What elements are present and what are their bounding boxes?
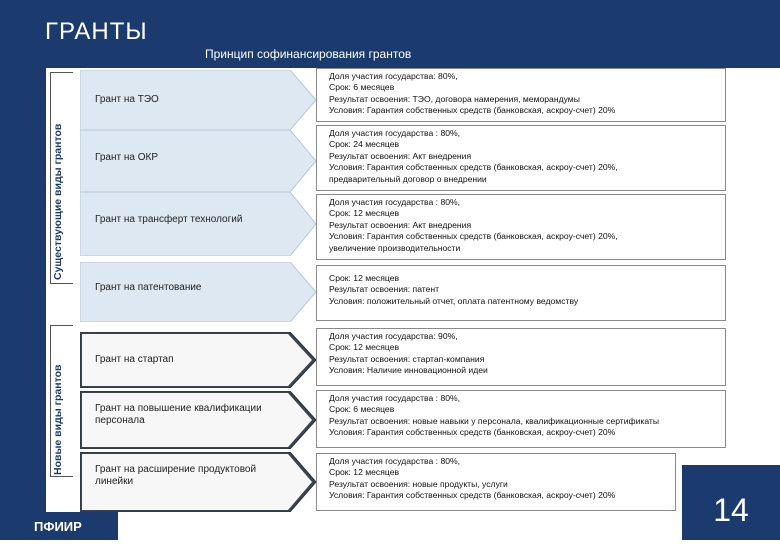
existing-group-label: Существующие виды грантов xyxy=(52,123,64,280)
grant-label: Грант на ТЭО xyxy=(95,94,159,105)
info-line: Доля участия государства : 80%, xyxy=(329,456,461,466)
info-line: Срок: 12 месяцев xyxy=(329,208,400,219)
grant-label: Грант на ОКР xyxy=(95,152,158,163)
grant-row-transfer[interactable] xyxy=(80,192,320,256)
page-number: 14 xyxy=(682,465,780,540)
info-line: Результат освоения: Акт внедрения xyxy=(329,219,472,230)
info-line: Результат освоения: новые продукты, услуги xyxy=(329,478,508,489)
info-line: предварительный договор о внедрении xyxy=(329,173,487,184)
info-line: Доля участия государства : 80%, xyxy=(329,393,461,403)
info-line: Срок: 24 месяцев xyxy=(329,139,400,150)
info-line: Доля участия государства: 90%, xyxy=(329,331,458,341)
grant-row-qualification[interactable] xyxy=(80,391,320,449)
grant-row-product-line[interactable] xyxy=(80,452,320,512)
grant-row-okr[interactable] xyxy=(80,130,320,192)
grant-info-teo xyxy=(316,68,726,122)
grant-info-startup xyxy=(316,328,726,386)
grant-info-okr xyxy=(316,125,726,191)
info-line: Срок: 6 месяцев xyxy=(329,82,395,93)
org-logo-text: ПФИИР xyxy=(0,512,118,540)
grant-row-teo[interactable] xyxy=(80,70,320,130)
grant-info-transfer xyxy=(316,194,726,260)
grant-label: Грант на патентование xyxy=(95,282,202,293)
info-line: Срок: 12 месяцев xyxy=(329,467,400,478)
info-line: Условия: Гарантия собственных средств (банковская, аскроу-счет) 20% xyxy=(329,490,616,501)
page-title: ГРАНТЫ xyxy=(45,18,148,45)
left-sidebar xyxy=(0,0,46,540)
grant-label: Грант на трансферт технологий xyxy=(95,214,243,225)
info-line: Срок: 6 месяцев xyxy=(329,404,395,415)
info-line: Условия: положительный отчет, оплата патентному ведомству xyxy=(329,295,579,306)
info-line: Доля участия государства: 80%, xyxy=(329,71,458,81)
info-line: Срок: 12 месяцев xyxy=(329,342,400,353)
grant-row-patent[interactable] xyxy=(80,262,320,322)
info-line: Результат освоения: патент xyxy=(329,284,440,295)
grant-label: Грант на расширение продуктовой линейки xyxy=(95,464,257,487)
info-line: Доля участия государства : 80%, xyxy=(329,128,461,138)
grant-label: Грант на стартап xyxy=(95,354,174,365)
info-line: Результат освоения: Акт внедрения xyxy=(329,150,472,161)
grant-label: Грант на повышение квалификации персонала xyxy=(95,403,262,426)
info-line: увеличение производительности xyxy=(329,242,461,253)
grant-info-product-line xyxy=(316,453,676,511)
info-line: Результат освоения: новые навыки у персонала, квалификационные сертификаты xyxy=(329,415,660,426)
page-subtitle: Принцип софинансирования грантов xyxy=(205,47,412,61)
info-line: Результат освоения: стартап-компания xyxy=(329,353,485,364)
grant-info-patent xyxy=(316,265,726,321)
info-line: Условия: Гарантия собственных средств (банковская, аскроу-счет) 20%, xyxy=(329,162,618,173)
grant-row-startup[interactable] xyxy=(80,332,320,388)
info-line: Условия: Наличие инновационной идеи xyxy=(329,365,488,376)
info-line: Доля участия государства : 80%, xyxy=(329,197,461,207)
info-line: Условия: Гарантия собственных средств (банковская, аскроу-счет) 20%, xyxy=(329,231,618,242)
info-line: Условия: Гарантия собственных средств (банковская, аскроу-счет) 20% xyxy=(329,427,616,438)
grant-info-qualification xyxy=(316,390,726,448)
info-line: Результат освоения: ТЭО, договора намерения, меморандумы xyxy=(329,93,580,104)
new-group-label: Новые виды грантов xyxy=(52,364,64,475)
info-line: Условия: Гарантия собственных средств (банковская, аскроу-счет) 20% xyxy=(329,105,616,116)
info-line: Срок: 12 месяцев xyxy=(329,273,400,283)
